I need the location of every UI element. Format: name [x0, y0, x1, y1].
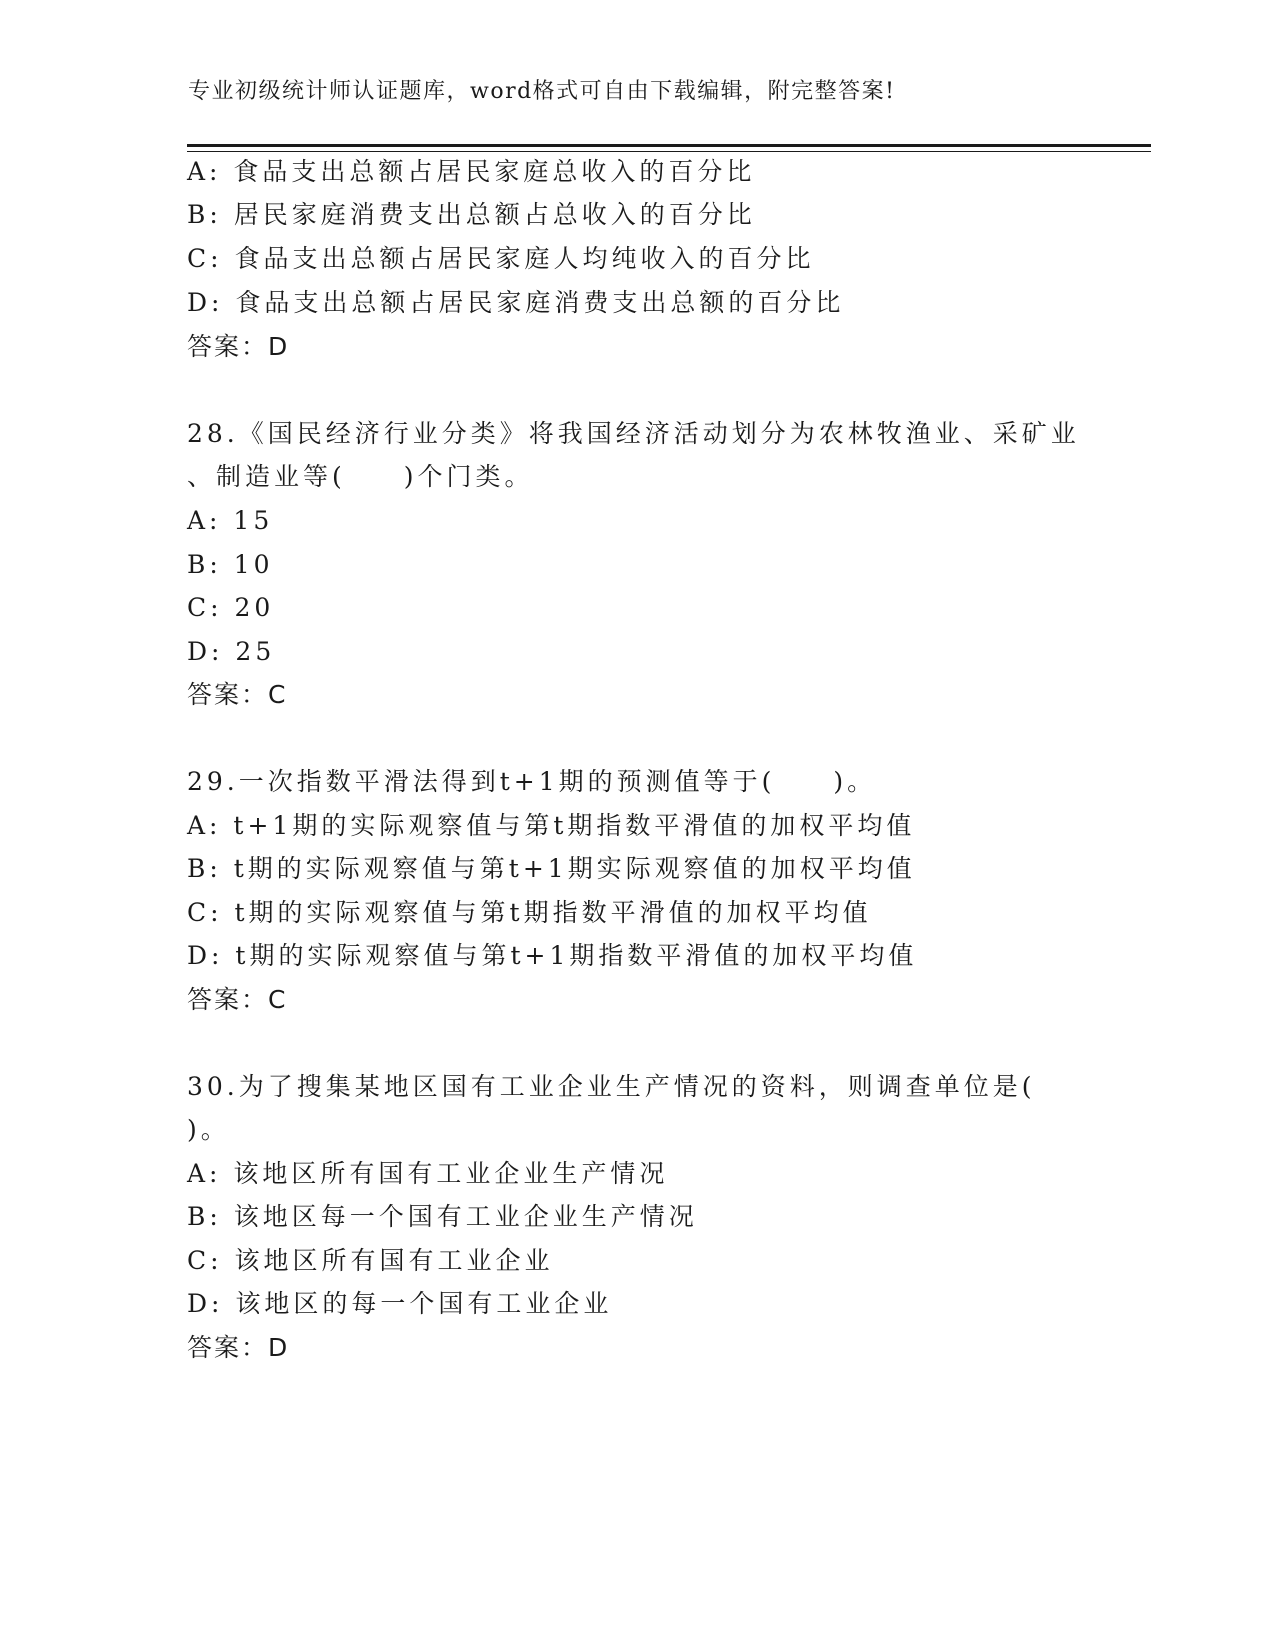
q29-option-b: B: t期的实际观察值与第t+1期实际观察值的加权平均值 — [187, 854, 916, 883]
q30-option-a: A: 该地区所有国有工业企业生产情况 — [187, 1159, 669, 1188]
q30-stem-line2: )。 — [187, 1115, 230, 1144]
q30-option-c: C: 该地区所有国有工业企业 — [187, 1246, 554, 1275]
q28-stem-line1: 28.《国民经济行业分类》将我国经济活动划分为农林牧渔业、采矿业 — [187, 419, 1080, 448]
q29-option-c: C: t期的实际观察值与第t期指数平滑值的加权平均值 — [187, 898, 872, 927]
q29-answer: 答案：C — [187, 985, 288, 1014]
q29-stem-line1: 29.一次指数平滑法得到t+1期的预测值等于( )。 — [187, 767, 877, 796]
q30-option-d: D: 该地区的每一个国有工业企业 — [187, 1289, 613, 1318]
q29-option-a: A: t+1期的实际观察值与第t期指数平滑值的加权平均值 — [187, 811, 916, 840]
q27-option-b: B: 居民家庭消费支出总额占总收入的百分比 — [187, 200, 756, 229]
header-rule-thick — [187, 144, 1151, 147]
q28-option-c: C: 20 — [187, 593, 275, 622]
q28-option-b: B: 10 — [187, 550, 274, 579]
q27-option-c: C: 食品支出总额占居民家庭人均纯收入的百分比 — [187, 244, 815, 273]
q27-answer: 答案：D — [187, 332, 290, 361]
q28-option-d: D: 25 — [187, 637, 276, 666]
page-header: 专业初级统计师认证题库，word格式可自由下载编辑，附完整答案! — [188, 79, 896, 104]
q30-answer: 答案：D — [187, 1333, 290, 1362]
q27-option-a: A: 食品支出总额占居民家庭总收入的百分比 — [187, 157, 756, 186]
q30-option-b: B: 该地区每一个国有工业企业生产情况 — [187, 1202, 698, 1231]
q30-stem-line1: 30.为了搜集某地区国有工业企业生产情况的资料，则调查单位是( — [187, 1072, 1036, 1101]
q29-option-d: D: t期的实际观察值与第t+1期指数平滑值的加权平均值 — [187, 941, 918, 970]
q28-stem-line2: 、制造业等( )个门类。 — [187, 462, 534, 491]
q28-option-a: A: 15 — [187, 506, 274, 535]
q28-answer: 答案：C — [187, 680, 288, 709]
q27-option-d: D: 食品支出总额占居民家庭消费支出总额的百分比 — [187, 288, 845, 317]
header-rule-thin — [187, 151, 1151, 152]
